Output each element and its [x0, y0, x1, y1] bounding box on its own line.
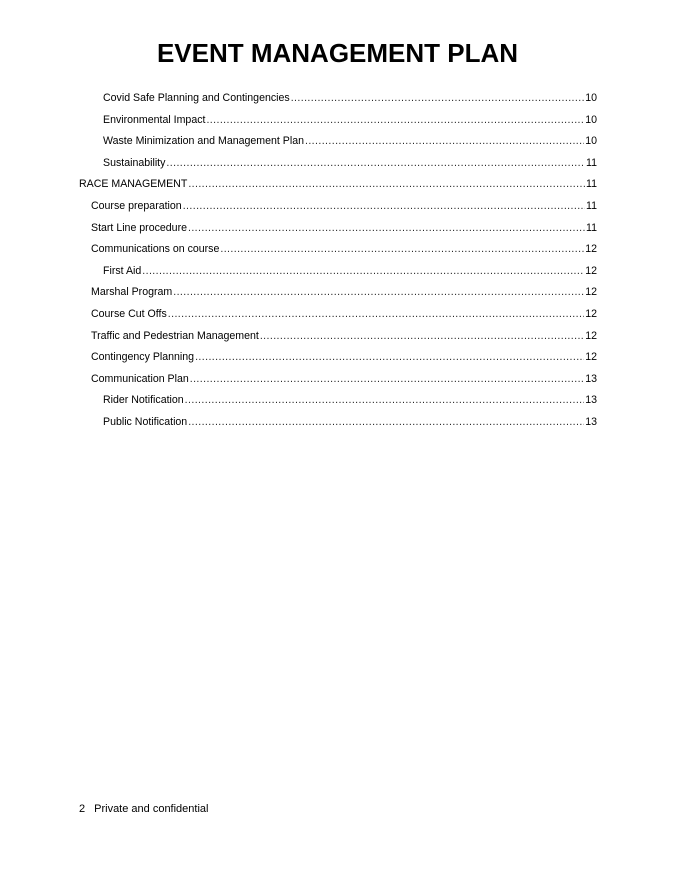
toc-entry[interactable]: [79, 196, 597, 218]
toc-entry-page: 12: [585, 307, 597, 320]
toc-entry-page: 11: [586, 156, 597, 169]
toc-dot-leader: [206, 110, 584, 132]
toc-entry[interactable]: [79, 326, 597, 348]
toc-dot-leader: [260, 326, 584, 348]
toc-dot-leader: [195, 347, 584, 369]
toc-entry[interactable]: [79, 390, 597, 412]
toc-entry-label: Course preparation: [91, 199, 182, 212]
toc-entry[interactable]: [79, 174, 597, 196]
toc-entry[interactable]: [79, 218, 597, 240]
toc-dot-leader: [188, 412, 584, 434]
toc-dot-leader: [168, 304, 584, 326]
toc-entry-label: Start Line procedure: [91, 221, 187, 234]
page-title: EVENT MANAGEMENT PLAN: [156, 38, 519, 68]
toc-dot-leader: [142, 261, 584, 283]
toc-entry-label: Waste Minimization and Management Plan: [103, 135, 304, 148]
toc-entry-label: RACE MANAGEMENT: [79, 178, 188, 191]
toc-entry-page: 13: [585, 394, 597, 407]
toc-entry[interactable]: [79, 110, 597, 132]
toc-dot-leader: [173, 282, 584, 304]
toc-entry-label: Public Notification: [103, 415, 188, 428]
toc-entry-page: 11: [586, 221, 597, 234]
toc-entry[interactable]: [79, 131, 597, 153]
toc-entry-page: 12: [585, 243, 597, 256]
page-footer: [79, 803, 208, 815]
footer-text: Private and confidential: [94, 803, 209, 815]
toc-entry-label: First Aid: [103, 264, 142, 277]
toc-entry[interactable]: [79, 369, 597, 391]
toc-dot-leader: [190, 369, 584, 391]
toc-entry-page: 12: [585, 351, 597, 364]
toc-entry-page: 10: [585, 113, 597, 126]
toc-entry-label: Contingency Planning: [91, 351, 195, 364]
toc-entry-page: 13: [585, 372, 597, 385]
toc-entry-label: Communications on course: [91, 243, 220, 256]
toc-entry-page: 12: [585, 264, 597, 277]
toc-entry[interactable]: [79, 347, 597, 369]
toc-entry-label: Communication Plan: [91, 372, 189, 385]
toc-entry-page: 12: [585, 329, 597, 342]
toc-dot-leader: [305, 131, 584, 153]
footer-page-number: 2: [79, 803, 86, 815]
toc-entry-page: 11: [586, 199, 597, 212]
toc-entry-page: 12: [585, 286, 597, 299]
toc-dot-leader: [188, 218, 585, 240]
toc-dot-leader: [185, 390, 585, 412]
toc-entry-page: 11: [586, 178, 597, 191]
toc-entry[interactable]: [79, 282, 597, 304]
toc-dot-leader: [220, 239, 584, 261]
toc-dot-leader: [291, 88, 585, 110]
toc-entry-label: Sustainability: [103, 156, 166, 169]
toc-entry-label: Covid Safe Planning and Contingencies: [103, 92, 290, 104]
toc-entry[interactable]: [79, 239, 597, 261]
toc-dot-leader: [166, 153, 585, 175]
toc-dot-leader: [188, 174, 585, 196]
toc-entry-label: Rider Notification: [103, 394, 184, 407]
toc-entry-label: Marshal Program: [91, 286, 173, 299]
toc-entry[interactable]: [79, 261, 597, 283]
toc-entry-page: 13: [585, 415, 597, 428]
toc-entry[interactable]: [79, 88, 597, 110]
toc-entry-label: Traffic and Pedestrian Management: [91, 329, 259, 342]
toc-entry-label: Environmental Impact: [103, 113, 206, 126]
toc-entry[interactable]: [79, 153, 597, 175]
table-of-contents: [79, 88, 597, 434]
toc-dot-leader: [183, 196, 585, 218]
toc-entry[interactable]: [79, 304, 597, 326]
toc-entry-label: Course Cut Offs: [91, 307, 167, 320]
toc-entry-page: 10: [585, 135, 597, 148]
toc-entry-page: 10: [585, 92, 597, 104]
toc-entry[interactable]: [79, 412, 597, 434]
